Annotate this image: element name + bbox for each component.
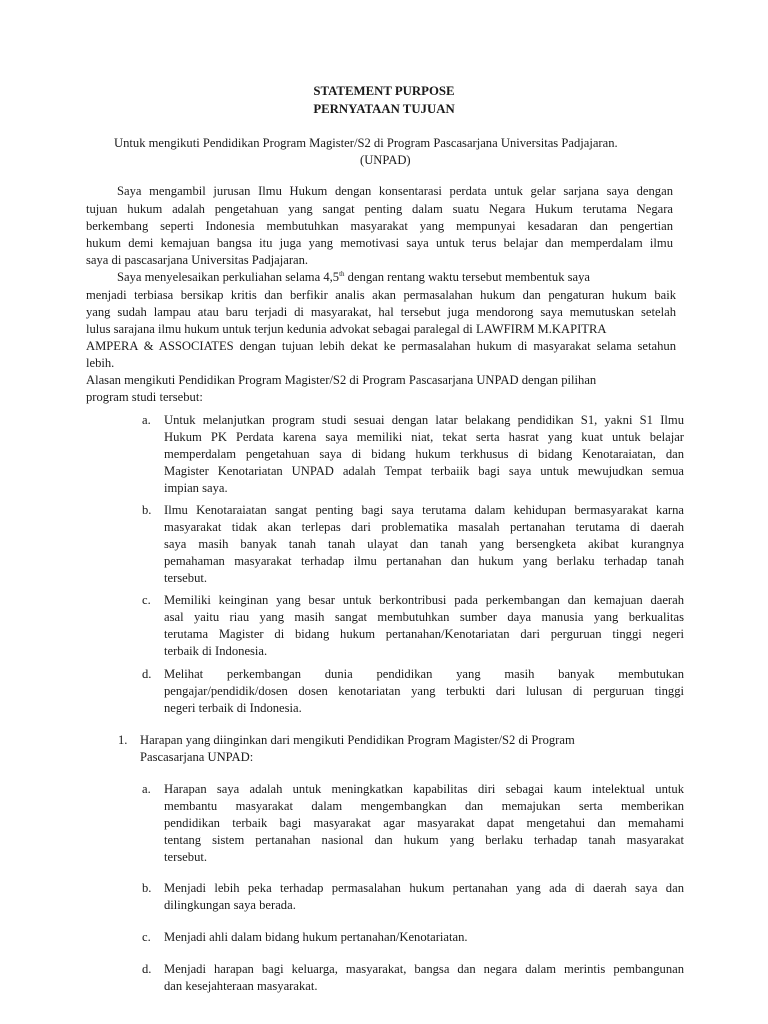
list-item-line: Ilmu Kenotaraiatan sangat penting bagi saya terutama dalam kehidupan bermasyarakat karna <box>164 503 684 517</box>
list-item-line: membantu masyarakat dalam mengembangkan dan memajukan serta memberikan <box>164 799 684 813</box>
list-item-line: dilingkungan saya berada. <box>164 898 296 912</box>
list-item-line: tentang sistem pertanahan nasional dan hukum yang berlaku terhadap tanah masyarakat <box>164 833 684 847</box>
list-item-line: memperdalam pengetahuan saya di bidang hukum terkhusus di bidang Kenotaraiatan, dan <box>164 447 684 461</box>
list-marker: b. <box>142 881 152 895</box>
paragraph-line <box>117 269 590 286</box>
section-heading-line: Pascasarjana UNPAD: <box>140 750 254 764</box>
list-item-line: Harapan saya adalah untuk meningkatkan kapabilitas diri sebagai kaum intelektual untuk <box>164 782 684 796</box>
list-item-line: negeri terbaik di Indonesia. <box>164 701 302 715</box>
list-marker: a. <box>142 413 151 427</box>
paragraph-line: lulus sarajana ilmu hukum untuk terjun kedunia advokat sebagai paralegal di LAWFIRM M.KAPITRA <box>86 322 607 336</box>
paragraph-text: dengan rentang waktu tersebut membentuk saya <box>344 270 591 284</box>
list-item-line: Melihat perkembangan dunia pendidikan yang masih banyak membutukan <box>164 667 684 681</box>
list-marker: a. <box>142 782 151 796</box>
list-item-line: Untuk melanjutkan program studi sesuai dengan latar belakang pendidikan S1, yakni S1 Ilmu <box>164 413 684 427</box>
document-title: STATEMENT PURPOSE <box>313 84 455 98</box>
list-item-line: impian saya. <box>164 481 228 495</box>
list-item-line: saya masih banyak tanah tanah ulayat dan tanah yang bersengketa akibat kurangnya <box>164 537 684 551</box>
paragraph-line: yang sudah lampau atau baru terjadi di masyarakat, hal tersebut juga mendorong saya memutuskan setelah <box>86 305 676 319</box>
list-item-line: Menjadi lebih peka terhadap permasalahan hukum pertanahan yang ada di daerah saya dan <box>164 881 684 895</box>
paragraph-text: Saya menyelesaikan perkuliahan selama 4,5 <box>117 270 340 284</box>
list-item-line: Hukum PK Perdata karena saya memiliki niat, tekat serta hasrat yang kuat untuk belajar <box>164 430 684 444</box>
list-item-line: terbaik di Indonesia. <box>164 644 268 658</box>
list-marker: d. <box>142 667 152 681</box>
list-item-line: asal yaitu riau yang masih sangat membutuhkan sumber daya manusia yang berkualitas <box>164 610 684 624</box>
list-marker: b. <box>142 503 152 517</box>
paragraph-line: hukum demi kemajuan bangsa itu juga yang memotivasi saya untuk terus belajar dan memperdalam ilmu <box>86 236 673 250</box>
paragraph-line: lebih. <box>86 356 115 370</box>
section-heading-line: Harapan yang diinginkan dari mengikuti Pendidikan Program Magister/S2 di Program <box>140 733 575 747</box>
list-marker: c. <box>142 930 151 944</box>
paragraph-line: saya di pascasarjana Universitas Padjajaran. <box>86 253 309 267</box>
paragraph-line: AMPERA & ASSOCIATES dengan tujuan lebih dekat ke permasalahan hukum di masyarakat selama setahun <box>86 339 676 353</box>
list-item-line: Menjadi harapan bagi keluarga, masyarakat, bangsa dan negara dalam merintis pembangunan <box>164 962 684 976</box>
list-marker: c. <box>142 593 151 607</box>
purpose-statement-unpad: (UNPAD) <box>360 153 411 167</box>
list-item-line: tersebut. <box>164 850 208 864</box>
list-item-line: Magister Kenotariatan UNPAD adalah Tempat terbaiik bagi saya untuk mewujudkan semua <box>164 464 684 478</box>
purpose-statement-line: Untuk mengikuti Pendidikan Program Magister/S2 di Program Pascasarjana Universitas Padjajaran. <box>114 136 618 150</box>
list-item-line: masyarakat tidak akan terlepas dari problematika masalah pertanahan terutama di daerah <box>164 520 684 534</box>
list-item-line: tersebut. <box>164 571 208 585</box>
document-subtitle-title: PERNYATAAN TUJUAN <box>313 102 455 116</box>
reasons-intro-line: program studi tersebut: <box>86 390 203 404</box>
list-marker: d. <box>142 962 152 976</box>
reasons-intro-line: Alasan mengikuti Pendidikan Program Magister/S2 di Program Pascasarjana UNPAD dengan pilihan <box>86 373 597 387</box>
ordinal-superscript: th <box>339 269 345 278</box>
paragraph-line: Saya mengambil jurusan Ilmu Hukum dengan konsentarasi perdata untuk gelar sarjana saya dengan <box>117 184 673 198</box>
list-item-line: pendidikan terbaik bagi masyarakat agar masyarakat dapat mengetahui dan memahami <box>164 816 684 830</box>
paragraph-line: berkembang seperti Indonesia membutuhkan masyarakat yang mempunyai kesadaran dan pengertian <box>86 219 673 233</box>
paragraph-line: tujuan hukum adalah pengetahuan yang sangat penting dalam suatu Negara Hukum terutama Negara <box>86 202 673 216</box>
section-number: 1. <box>118 733 128 747</box>
list-item-line: Memiliki keinginan yang besar untuk berkontribusi pada perkembangan dan kemajuan daerah <box>164 593 684 607</box>
list-item-line: pemahaman masyarakat terhadap ilmu pertanahan dan hukum yang berlaku terhadap tanah <box>164 554 684 568</box>
paragraph-line: menjadi terbiasa bersikap kritis dan berfikir analis akan permasalahan hukum dan pengaturan hukum baik <box>86 288 676 302</box>
list-item-line: dan kesejahteraan masyarakat. <box>164 979 318 993</box>
list-item-line: pengajar/pendidik/dosen dosen kenotariatan yang terbukti dari lulusan di perguruan tinggi <box>164 684 684 698</box>
list-item-line: terutama Magister di bidang hukum pertanahan/Kenotariatan dari perguruan tinggi negeri <box>164 627 684 641</box>
list-item-line: Menjadi ahli dalam bidang hukum pertanahan/Kenotariatan. <box>164 930 468 944</box>
